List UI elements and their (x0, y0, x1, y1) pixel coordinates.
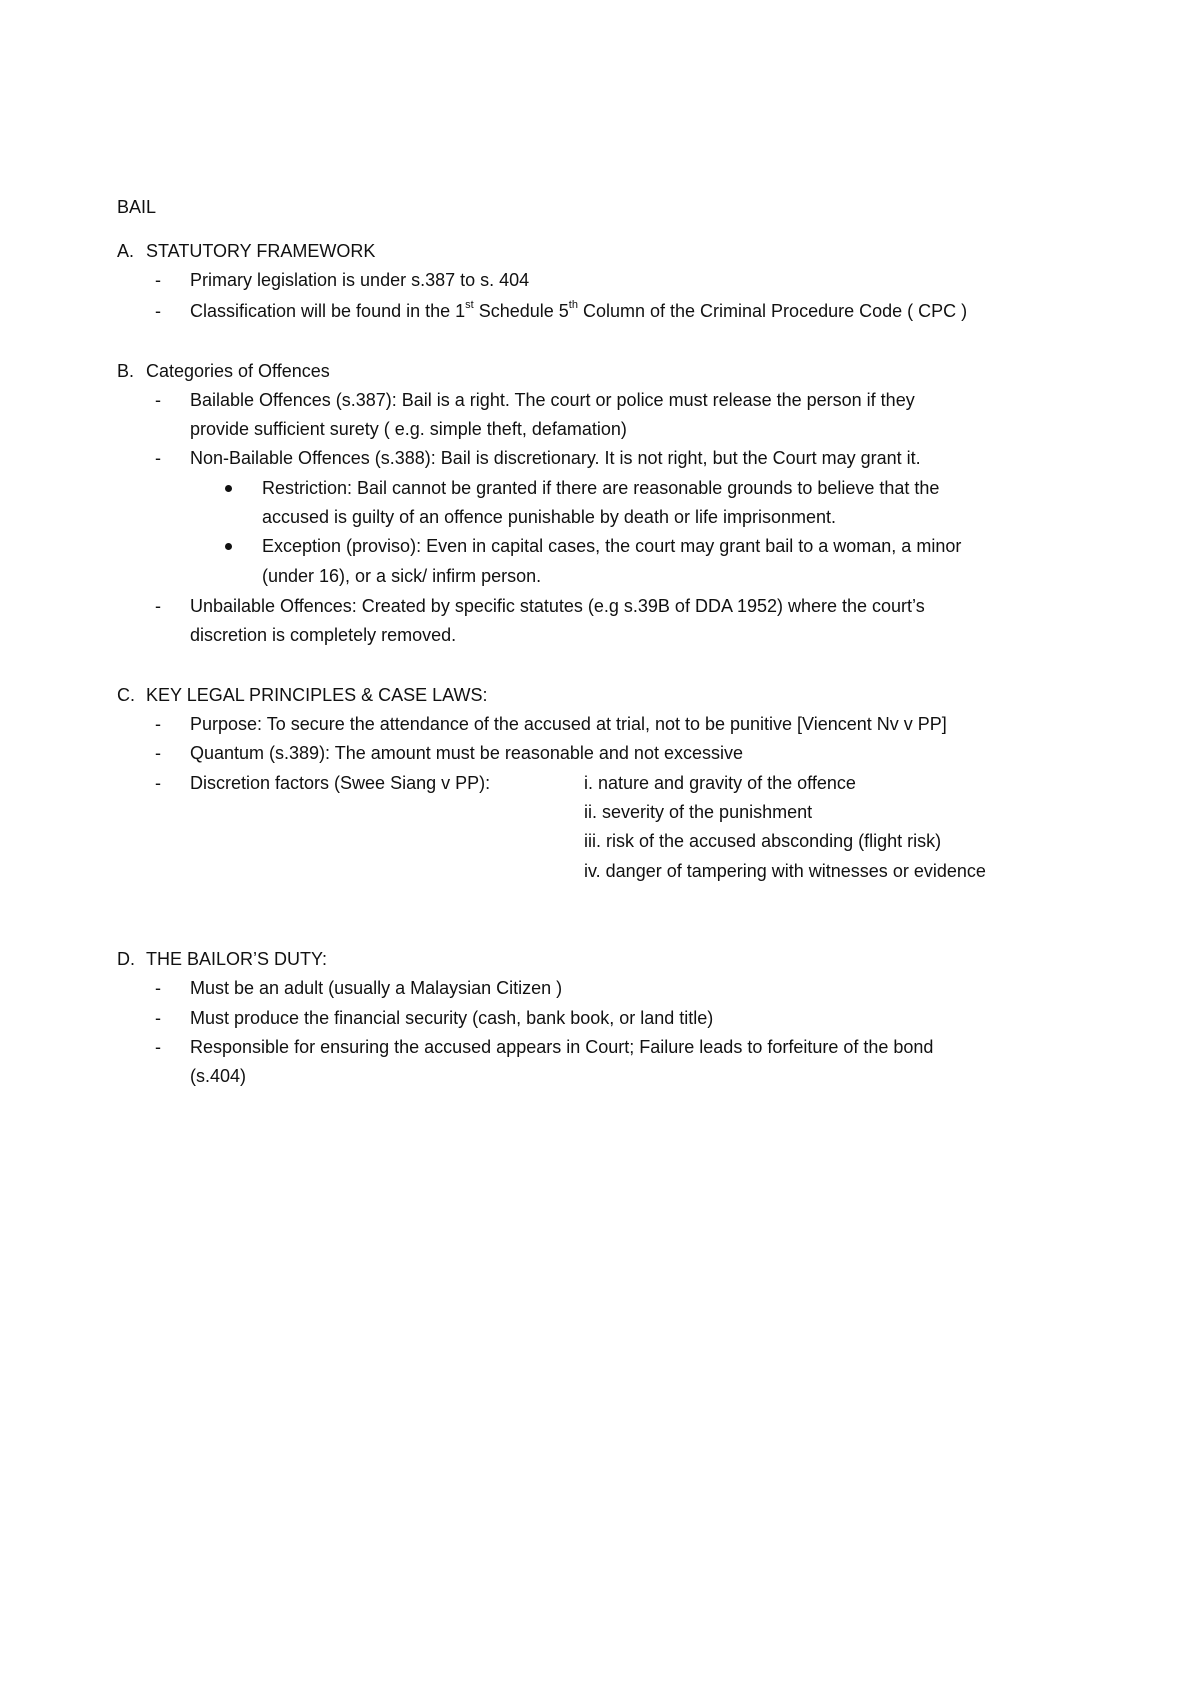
bullet-icon (225, 543, 232, 550)
dash-marker: - (155, 714, 161, 734)
list-item: Responsible for ensuring the accused appears in Court; Failure leads to forfeiture of the bond (190, 1037, 934, 1057)
dash-marker: - (155, 390, 161, 410)
text-run: Column of the Criminal Procedure Code ( CPC ) (577, 301, 968, 321)
factor-item: iii. risk of the accused absconding (flight risk) (584, 831, 942, 851)
list-item-continuation: (s.404) (190, 1066, 247, 1086)
section-heading: KEY LEGAL PRINCIPLES & CASE LAWS: (146, 685, 488, 705)
sub-list-item: Exception (proviso): Even in capital cases, the court may grant bail to a woman, a minor (262, 536, 962, 556)
dash-marker: - (155, 301, 161, 321)
factor-item: iv. danger of tampering with witnesses or evidence (584, 861, 986, 881)
sub-list-item-continuation: (under 16), or a sick/ infirm person. (262, 566, 542, 586)
sub-list-item-continuation: accused is guilty of an offence punishable by death or life imprisonment. (262, 507, 837, 527)
text-run: Schedule 5 (473, 301, 569, 321)
section-letter: D. (117, 949, 135, 969)
list-item: Discretion factors (Swee Siang v PP): (190, 773, 491, 793)
document-title: BAIL (117, 197, 157, 217)
sub-list-item: Restriction: Bail cannot be granted if there are reasonable grounds to believe that the (262, 478, 940, 498)
list-item: Unbailable Offences: Created by specific statutes (e.g s.39B of DDA 1952) where the court’s (190, 596, 925, 616)
ordinal-superscript: th (568, 299, 578, 311)
list-item-continuation: provide sufficient surety ( e.g. simple theft, defamation) (190, 419, 627, 439)
dash-marker: - (155, 270, 161, 290)
dash-marker: - (155, 978, 161, 998)
ordinal-superscript: st (465, 299, 474, 311)
section-letter: C. (117, 685, 135, 705)
list-item: Non-Bailable Offences (s.388): Bail is discretionary. It is not right, but the Court may grant it. (190, 448, 921, 468)
list-item: Purpose: To secure the attendance of the accused at trial, not to be punitive [Viencent Nv v PP] (190, 714, 947, 734)
section-heading: Categories of Offences (146, 361, 330, 381)
dash-marker: - (155, 1008, 161, 1028)
dash-marker: - (155, 596, 161, 616)
list-item: Must be an adult (usually a Malaysian Citizen ) (190, 978, 563, 998)
factor-item: i. nature and gravity of the offence (584, 773, 856, 793)
factor-item: ii. severity of the punishment (584, 802, 813, 822)
list-item: Must produce the financial security (cash, bank book, or land title) (190, 1008, 714, 1028)
section-heading: STATUTORY FRAMEWORK (146, 241, 376, 261)
list-item: Quantum (s.389): The amount must be reasonable and not excessive (190, 743, 743, 763)
list-item: Primary legislation is under s.387 to s. 404 (190, 270, 530, 290)
dash-marker: - (155, 743, 161, 763)
dash-marker: - (155, 1037, 161, 1057)
section-heading: THE BAILOR’S DUTY: (146, 949, 328, 969)
dash-marker: - (155, 448, 161, 468)
section-letter: B. (117, 361, 135, 381)
section-letter: A. (117, 241, 135, 261)
bullet-icon (225, 485, 232, 492)
list-item: Bailable Offences (s.387): Bail is a right. The court or police must release the person if they (190, 390, 915, 410)
list-item-continuation: discretion is completely removed. (190, 625, 457, 645)
text-run: Classification will be found in the 1 (190, 301, 466, 321)
list-item (190, 300, 967, 322)
dash-marker: - (155, 773, 161, 793)
